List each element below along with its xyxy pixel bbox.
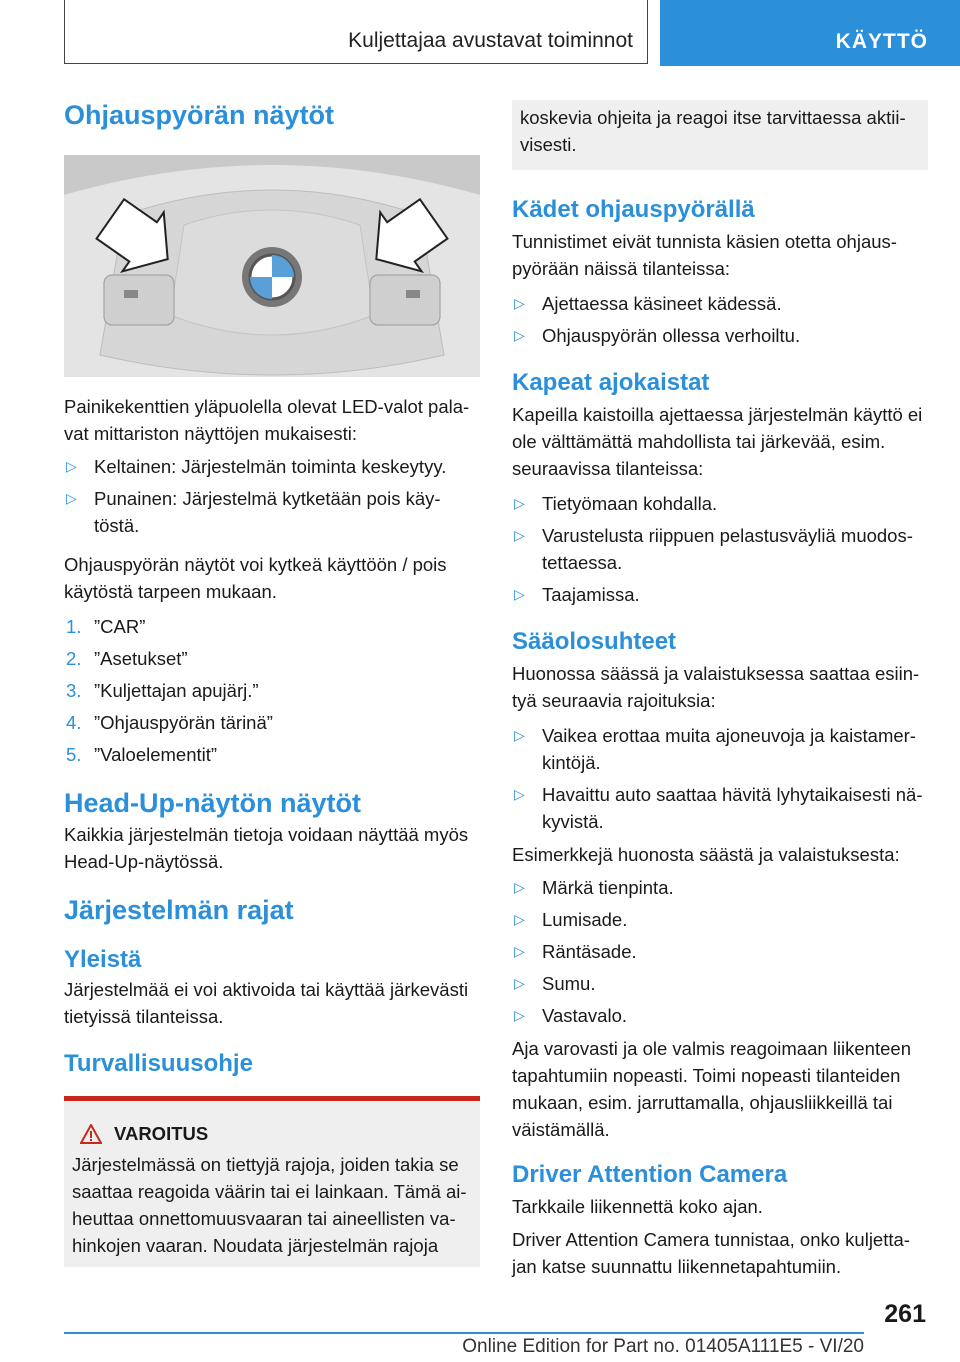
list-item: ▷ Keltainen: Järjestelmän toiminta keskeytyy. (64, 453, 480, 480)
lanes-paragraph: Kapeilla kaistoilla ajettaessa järjestelmän käyttö ei ole välttämättä mahdollista tai järkevää, esim. seuraavissa tilanteissa: (512, 404, 923, 479)
list-item: ▷ Sumu. (512, 970, 928, 997)
triangle-bullet-icon: ▷ (514, 911, 525, 927)
lanes-list (512, 490, 928, 608)
list-item: 4. ”Ohjauspyörän tärinä” (66, 712, 273, 733)
list-item: ▷ Ohjauspyörän ollessa verhoiltu. (512, 322, 928, 349)
triangle-bullet-icon: ▷ (514, 1007, 525, 1023)
list-item: ▷ Tietyömaan kohdalla. (512, 490, 928, 517)
heading-safety: Turvallisuusohje (64, 1050, 253, 1077)
led-paragraph: Painikekenttien yläpuolella olevat LED-valot pala-vat mittariston näyttöjen mukaisesti: (64, 396, 470, 444)
heading-system-limits: Järjestelmän rajat (64, 895, 294, 925)
heading-general: Yleistä (64, 946, 142, 973)
steps-list (64, 613, 480, 768)
left-column (64, 100, 480, 1267)
examples-list (512, 874, 928, 1029)
weather-list (512, 722, 928, 835)
hands-paragraph: Tunnistimet eivät tunnista käsien otetta ohjaus-pyörään näissä tilanteissa: (512, 231, 897, 279)
warning-text: Järjestelmässä on tiettyjä rajoja, joiden takia se saattaa reagoida väärin tai ei lainkaan. Tämä ai-heuttaa onnettomuusvaaran tai aineellisten va-hinkojen vaaran. Noudata järjestelmän rajoja (72, 1154, 467, 1256)
triangle-bullet-icon: ▷ (514, 786, 525, 802)
section-title: Kuljettajaa avustavat toiminnot (64, 0, 648, 64)
triangle-bullet-icon: ▷ (66, 458, 77, 474)
page-number: 261 (884, 1300, 926, 1328)
triangle-bullet-icon: ▷ (514, 495, 525, 511)
general-paragraph: Järjestelmää ei voi aktivoida tai käyttää järkevästi tietyissä tilanteissa. (64, 979, 469, 1027)
toggle-paragraph: Ohjauspyörän näytöt voi kytkeä käyttöön / pois käytöstä tarpeen mukaan. (64, 554, 447, 602)
warning-box (64, 1096, 480, 1267)
list-item: 1. ”CAR” (66, 616, 146, 637)
warning-triangle-icon (80, 1124, 102, 1144)
heading-steering-wheel-displays: Ohjauspyörän näytöt (64, 100, 335, 130)
footer-edition: Online Edition for Part no. 01405A111E5 - VI/20 (462, 1336, 864, 1357)
triangle-bullet-icon: ▷ (514, 586, 525, 602)
hands-list (512, 290, 928, 349)
list-item: ▷ Vastavalo. (512, 1002, 928, 1029)
list-item: 5. ”Valoelementit” (66, 744, 218, 765)
list-item: ▷ Räntäsade. (512, 938, 928, 965)
list-item: ▷ Ajettaessa käsineet kädessä. (512, 290, 928, 317)
weather-paragraph: Huonossa säässä ja valaistuksessa saattaa esiin-tyä seuraavia rajoituksia: (512, 663, 920, 711)
heading-hands-on-wheel: Kädet ohjauspyörällä (512, 196, 755, 223)
triangle-bullet-icon: ▷ (514, 295, 525, 311)
footer-rule (64, 1332, 864, 1334)
heading-narrow-lanes: Kapeat ajokaistat (512, 369, 710, 396)
heading-weather: Sääolosuhteet (512, 628, 677, 655)
triangle-bullet-icon: ▷ (514, 975, 525, 991)
warning-box-continued: koskevia ohjeita ja reagoi itse tarvittaessa aktii-visesti. (512, 100, 928, 170)
heading-hud: Head-Up-näytön näytöt (64, 788, 361, 818)
list-item: ▷ Lumisade. (512, 906, 928, 933)
warning-title: VAROITUS (72, 1123, 472, 1145)
led-list (64, 453, 480, 539)
examples-paragraph: Esimerkkejä huonosta säästä ja valaistuksesta: (512, 844, 900, 865)
list-item: ▷ Havaittu auto saattaa hävitä lyhytaikaisesti nä-kyvistä. (512, 781, 928, 835)
list-item: ▷ Vaikea erottaa muita ajoneuvoja ja kaistamer-kintöjä. (512, 722, 928, 776)
triangle-bullet-icon: ▷ (514, 527, 525, 543)
triangle-bullet-icon: ▷ (514, 327, 525, 343)
list-item: ▷ Taajamissa. (512, 581, 928, 608)
list-item: ▷ Varustelusta riippuen pelastusväyliä muodos-tettaessa. (512, 522, 928, 576)
list-item: 2. ”Asetukset” (66, 648, 188, 669)
triangle-bullet-icon: ▷ (514, 943, 525, 959)
page-header (0, 0, 960, 66)
dac-paragraph-2: Driver Attention Camera tunnistaa, onko kuljetta-jan katse suunnattu liikennetapahtumiin. (512, 1229, 910, 1277)
list-item: 3. ”Kuljettajan apujärj.” (66, 680, 259, 701)
triangle-bullet-icon: ▷ (514, 727, 525, 743)
chapter-tab[interactable]: KÄYTTÖ (660, 0, 960, 66)
hud-paragraph: Kaikkia järjestelmän tietoja voidaan näyttää myös Head-Up-näytössä. (64, 824, 469, 872)
careful-paragraph: Aja varovasti ja ole valmis reagoimaan liikenteen tapahtumiin nopeasti. Toimi nopeasti tilanteiden mukaan, esim. jarruttamalla, ohjausliikkeillä tai väistämällä. (512, 1038, 911, 1140)
triangle-bullet-icon: ▷ (514, 879, 525, 895)
steering-wheel-image (64, 155, 480, 377)
dac-paragraph-1: Tarkkaile liikennettä koko ajan. (512, 1196, 763, 1217)
list-item: ▷ Märkä tienpinta. (512, 874, 928, 901)
triangle-bullet-icon: ▷ (66, 490, 77, 506)
list-item: ▷ Punainen: Järjestelmä kytketään pois käy-töstä. (64, 485, 480, 539)
right-column (512, 100, 928, 1280)
heading-driver-attention-camera: Driver Attention Camera (512, 1161, 788, 1188)
